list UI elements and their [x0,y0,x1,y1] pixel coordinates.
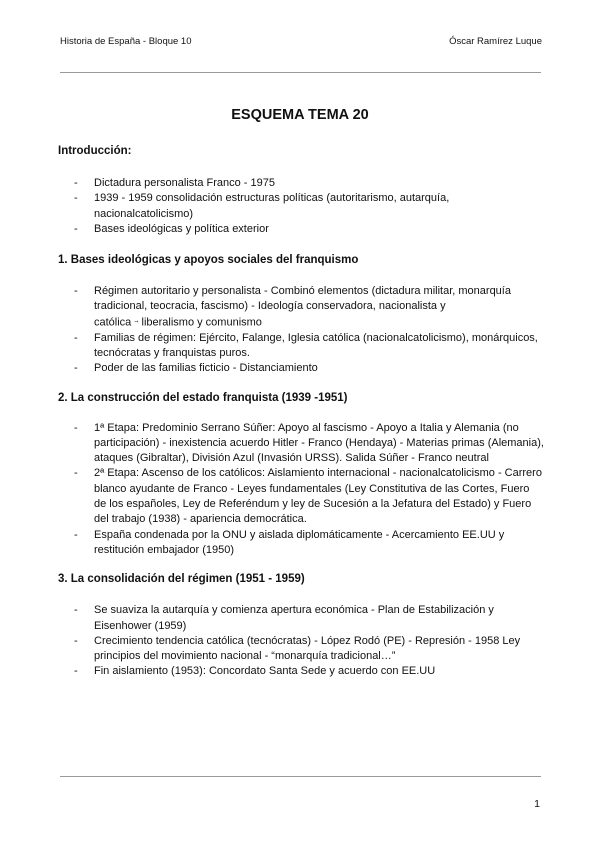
document-body [58,144,544,680]
section-1-heading: 1. Bases ideológicas y apoyos sociales del franquismo [58,254,359,267]
list-item-text: Se suaviza la autarquía y comienza apertura económica - Plan de Estabilización y Eisenhower (1959) [94,604,494,632]
list-item [58,361,544,376]
bullet-dash: - [74,222,78,235]
list-item [58,176,544,191]
bullet-dash: - [74,285,78,298]
list-item-text: liberalismo y comunismo [141,316,262,329]
list-item-text: 1939 - 1959 consolidación estructuras políticas (autoritarismo, autarquía, nacionalcatolicismo) [94,192,450,220]
list-item-text: Régimen autoritario y personalista - Combinó elementos (dictadura militar, monarquía tradicional, teocracia, fascismo) - Ideología conservadora, nacionalista y católica [94,285,511,329]
bullet-dash: - [74,362,78,375]
list-item-text: Crecimiento tendencia católica (tecnócratas) - López Rodó (PE) - Represión - 1958 Ley principios del movimiento nacional - “monarquía tradicional…” [94,634,521,663]
list-item [58,421,544,467]
list-item [58,664,544,679]
intro-list [58,176,544,237]
page-title: ESQUEMA TEMA 20 [231,107,369,123]
list-item [58,331,544,362]
bullet-dash: - [74,604,78,617]
page-number: 1 [534,798,540,810]
bullet-dash: - [74,467,78,480]
list-item-text: 1ª Etapa: Predominio Serrano Súñer: Apoyo al fascismo - Apoyo a Italia y Alemania (no participación) - inexistencia acuerdo Hitler - Franco (Hendaya) - Materias primas (Alemania), ataques (Gibraltar), División Azul (Invasión URSS). Salida Súñer - Franco neutral [94,421,544,465]
list-item-text: Dictadura personalista Franco - 1975 [94,177,275,189]
bullet-dash: - [74,192,78,205]
list-item [58,191,544,222]
section-2-heading: 2. La construcción del estado franquista (1939 -1951) [58,391,348,404]
list-item [58,603,544,634]
section-3-list [58,603,544,679]
header-right: Óscar Ramírez Luque [449,36,542,47]
bullet-dash: - [74,528,78,541]
list-item [58,222,544,237]
section-3-heading: 3. La consolidación del régimen (1951 - 1959) [58,573,305,586]
list-item-text: Fin aislamiento (1953): Concordato Santa Sede y acuerdo con EE.UU [94,665,436,678]
bullet-dash: - [74,665,78,678]
bullet-dash: - [74,331,78,344]
bullet-dash: - [74,634,78,647]
list-item [58,528,544,559]
list-item [58,284,544,330]
header-divider [60,72,541,73]
section-2-list [58,421,544,559]
header-left: Historia de España - Bloque 10 [60,36,192,47]
bullet-dash: - [74,177,78,189]
list-item-text: España condenada por la ONU y aislada diplomáticamente - Acercamiento EE.UU y restitución embajador (1950) [94,528,505,556]
intro-heading: Introducción: [58,145,132,157]
list-item [58,634,544,665]
list-item-text: Bases ideológicas y política exterior [94,222,269,235]
list-item [58,466,544,527]
footer-divider [60,776,541,777]
list-item-text: Familias de régimen: Ejército, Falange, Iglesia católica (nacionalcatolicismo), monárquicos, tecnócratas y franquistas puros. [94,331,538,359]
arrow-mark: ⇒ [134,318,139,325]
bullet-dash: - [74,421,78,434]
section-1-list [58,284,544,376]
list-item-text: Poder de las familias ficticio - Distanciamiento [94,362,318,375]
list-item-text: 2ª Etapa: Ascenso de los católicos: Aislamiento internacional - nacionalcatolicismo - Carrero blanco ayudante de Franco - Leyes fundamentales (Ley Constitutiva de las Cortes, Fuero de los españoles, Ley de Referéndum y ley de Sucesión a la Jefatura del Estado) y Fuero del trabajo (1938) - apariencia democrática. [94,467,542,526]
